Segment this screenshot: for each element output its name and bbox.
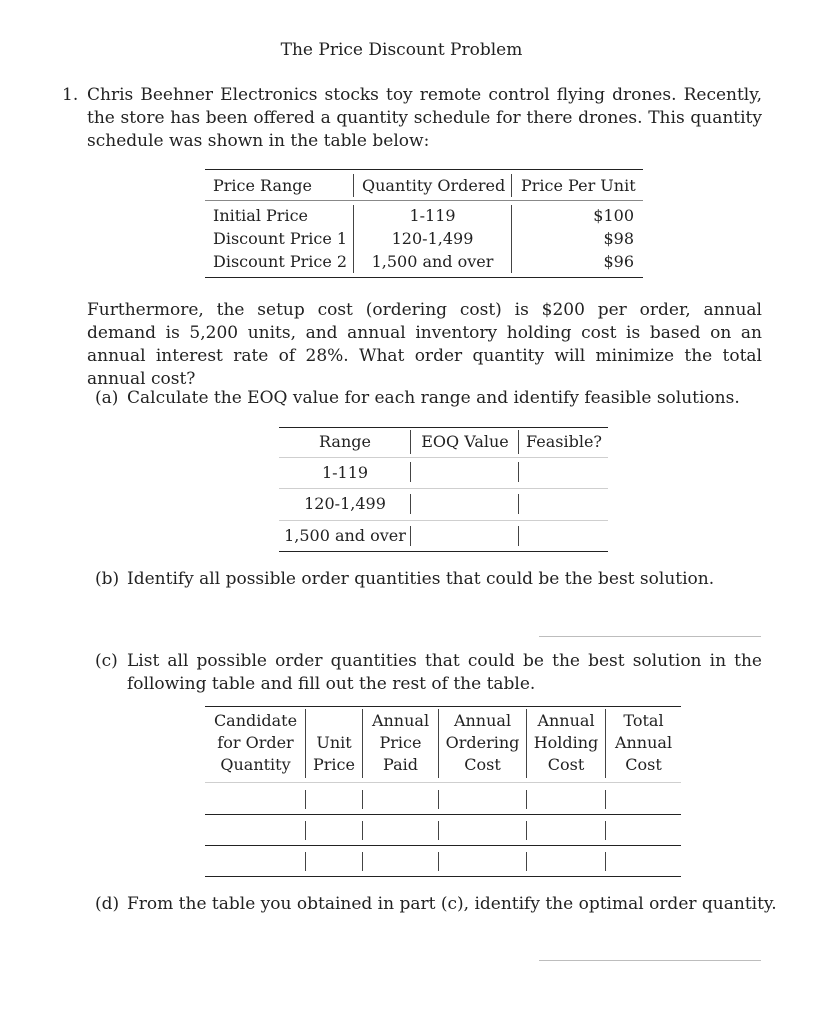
eoq-header-feasible: Feasible? xyxy=(526,432,602,451)
col-header-unit-price: Unit Price xyxy=(313,733,355,774)
part-c-label: (c) xyxy=(95,651,118,671)
part-a-label: (a) xyxy=(95,388,119,408)
problem-number: 1. xyxy=(62,85,79,105)
part-d xyxy=(95,893,777,916)
schedule-row-1-range: Initial Price xyxy=(213,206,308,225)
part-b-answer-line xyxy=(539,636,761,637)
page-title: The Price Discount Problem xyxy=(280,40,523,60)
part-d-answer-line xyxy=(539,960,761,961)
schedule-header-quantity: Quantity Ordered xyxy=(362,176,506,195)
schedule-row-2-range: Discount Price 1 xyxy=(213,229,348,248)
schedule-row-3-range: Discount Price 2 xyxy=(213,252,348,271)
schedule-row-2-qty: 120-1,499 xyxy=(391,229,474,248)
schedule-header-price-range: Price Range xyxy=(213,176,313,195)
part-b xyxy=(95,568,714,591)
schedule-header-price-per-unit: Price Per Unit xyxy=(521,176,636,195)
problem-intro: Chris Beehner Electronics stocks toy remote control flying drones. Recently, the store has been offered a quantity schedule for there drones. This quantity schedule was shown in the table below: xyxy=(87,85,762,151)
part-a-text: Calculate the EOQ value for each range and identify feasible solutions. xyxy=(127,388,740,408)
col-header-total-annual-cost: Total Annual Cost xyxy=(614,711,673,774)
col-header-annual-price-paid: Annual Price Paid xyxy=(371,711,430,774)
eoq-row-1-range: 1-119 xyxy=(321,463,369,482)
schedule-row-3-qty: 1,500 and over xyxy=(371,252,494,271)
part-d-text: From the table you obtained in part (c), identify the optimal order quantity. xyxy=(127,894,777,914)
problem-details: Furthermore, the setup cost (ordering cost) is $200 per order, annual demand is 5,200 units, and annual inventory holding cost is based on an annual interest rate of 28%. What order quantity will minimize the total annual cost? xyxy=(87,300,762,389)
part-a xyxy=(95,387,740,410)
part-d-label: (d) xyxy=(95,894,120,914)
eoq-header-range: Range xyxy=(319,432,371,451)
schedule-row-1-qty: 1-119 xyxy=(409,206,456,225)
col-header-annual-holding-cost: Annual Holding Cost xyxy=(533,711,599,774)
part-b-label: (b) xyxy=(95,569,120,589)
part-c-text: List all possible order quantities that could be the best solution in the following table and fill out the rest of the table. xyxy=(127,651,762,694)
col-header-annual-ordering-cost: Annual Ordering Cost xyxy=(445,711,520,774)
part-b-text: Identify all possible order quantities that could be the best solution. xyxy=(127,569,715,589)
eoq-header-value: EOQ Value xyxy=(421,432,509,451)
schedule-row-1-price: $100 xyxy=(593,206,634,225)
col-header-candidate: Candidate for Order Quantity xyxy=(213,711,298,774)
part-c xyxy=(95,650,762,696)
schedule-row-3-price: $96 xyxy=(603,252,634,271)
schedule-row-2-price: $98 xyxy=(603,229,634,248)
eoq-row-2-range: 120-1,499 xyxy=(304,494,386,513)
eoq-row-3-range: 1,500 and over xyxy=(284,526,406,545)
